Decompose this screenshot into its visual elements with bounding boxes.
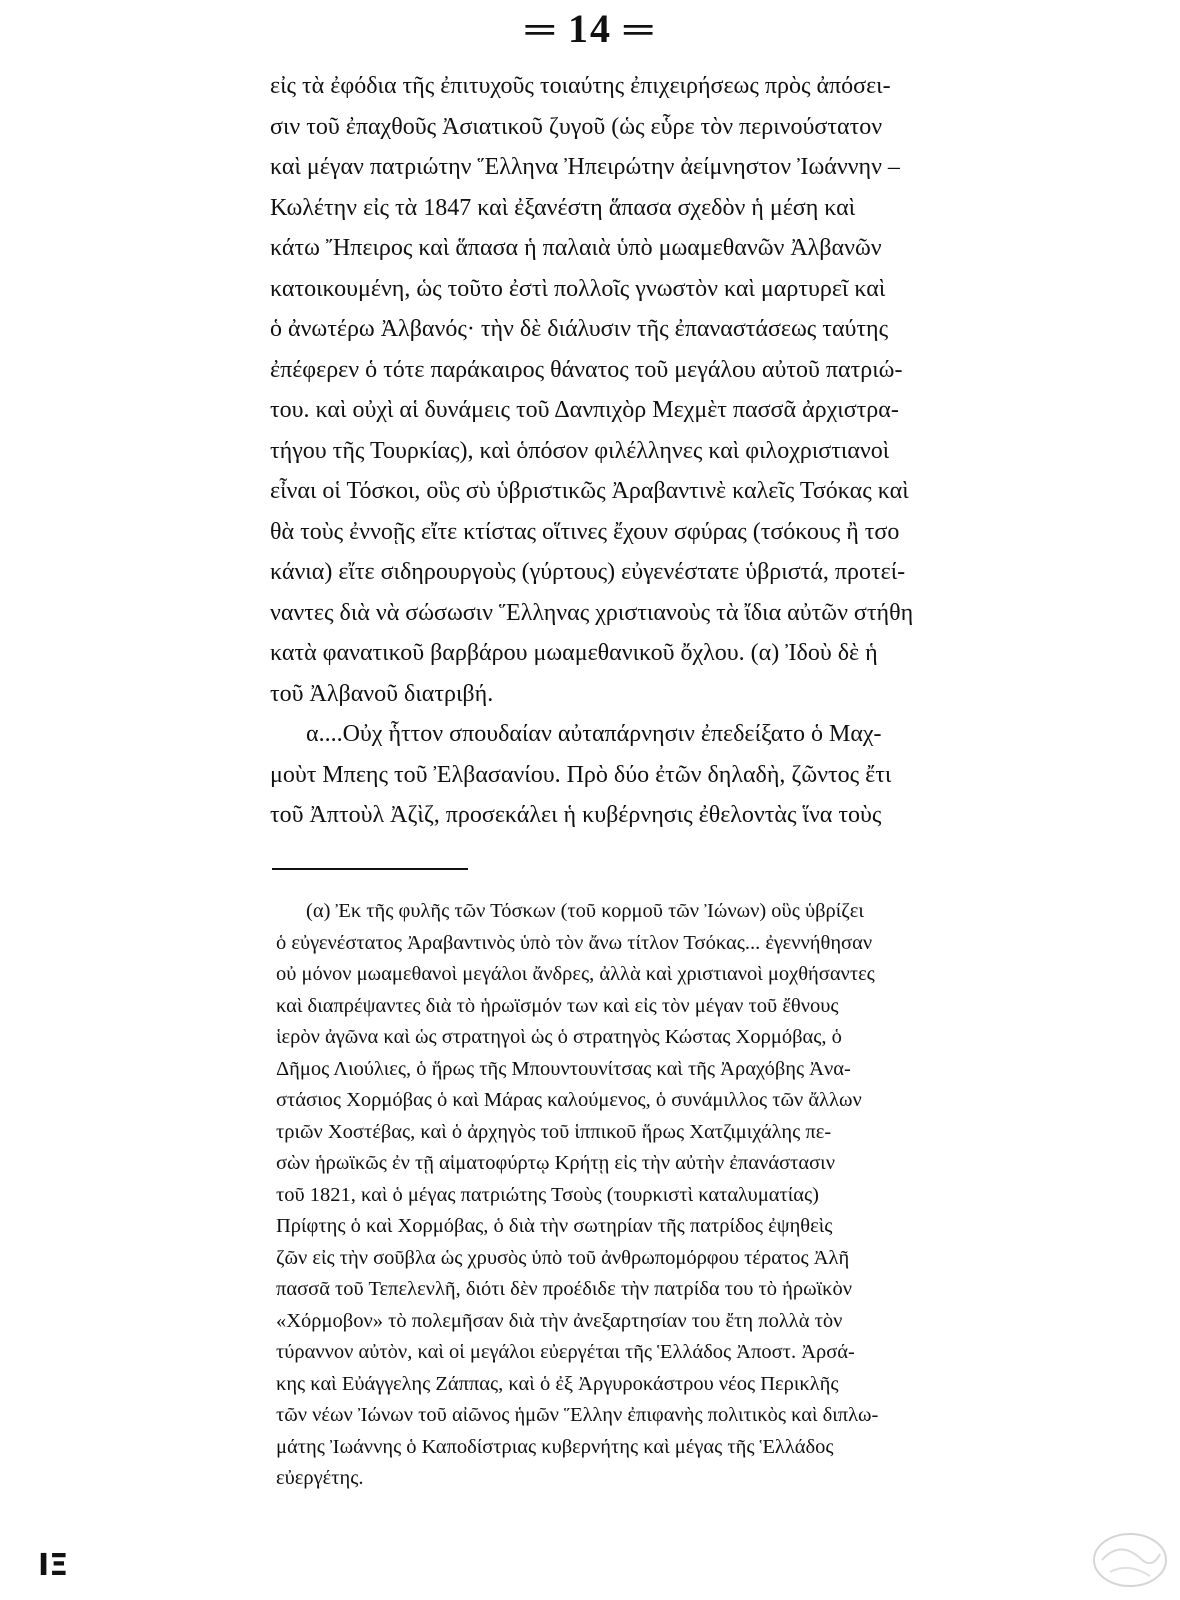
text-line: κάνια) εἴτε σιδηρουργοὺς (γύρτους) εὐγενέστατε ὑβριστά, προτεί- [270, 559, 906, 585]
text-line: σιν τοῦ ἐπαχθοῦς Ἀσιατικοῦ ζυγοῦ (ὡς εὗρε τὸν περινούστατον [270, 113, 883, 140]
text-line: εἰς τὰ ἐφόδια τῆς ἐπιτυχοῦς τοιαύτης ἐπιχειρήσεως πρὸς ἀπόσει- [270, 73, 891, 99]
footnote-line: Δῆμος Λιούλιες, ὁ ἥρως τῆς Μπουντουνίτσας καὶ τῆς Ἀραχόβης Ἀνα- [276, 1057, 851, 1080]
page-number: ═ 14 ═ [525, 6, 655, 51]
footnote-line: τοῦ 1821, καὶ ὁ μέγας πατριώτης Τσοὺς (τουρκιστὶ καταλυματίας) [276, 1183, 819, 1206]
text-line: ἐπέφερεν ὁ τότε παράκαιρος θάνατος τοῦ μεγάλου αὐτοῦ πατριώ- [270, 356, 903, 383]
text-line: κάτω Ἤπειρος καὶ ἅπασα ἡ παλαιὰ ὑπὸ μωαμεθανῶν Ἀλβανῶν [270, 235, 882, 261]
footnote-line: οὐ μόνον μωαμεθανοὶ μεγάλοι ἄνδρες, ἀλλὰ καὶ χριστιανοὶ μοχθήσαντες [276, 963, 875, 985]
footnote-line: τριῶν Χοστέβας, καὶ ὁ ἀρχηγὸς τοῦ ἱππικοῦ ἥρως Χατζιμιχάλης πε- [276, 1120, 832, 1143]
text-line: κατὰ φανατικοῦ βαρβάρου μωαμεθανικοῦ ὄχλου. (α) Ἰδοὺ δὲ ἡ [270, 640, 878, 666]
text-line: μοὺτ Μπεης τοῦ Ἐλβασανίου. Πρὸ δύο ἐτῶν δηλαδὴ, ζῶντος ἔτι [270, 761, 892, 788]
text-line: καὶ μέγαν πατριώτην Ἕλληνα Ἠπειρώτην ἀείμνηστον Ἰωάννην – [270, 154, 900, 180]
text-line: εἶναι οἱ Τόσκοι, οὓς σὺ ὑβριστικῶς Ἀραβαντινὲ καλεῖς Τσόκας καὶ [270, 478, 909, 504]
footnote-divider [272, 868, 468, 870]
text-line: τοῦ Ἀπτοὺλ Ἀζὶζ, προσεκάλει ἡ κυβέρνησις ἐθελοντὰς ἵνα τοὺς [270, 802, 882, 828]
text-line: τοῦ Ἀλβανοῦ διατριβή. [270, 680, 494, 707]
footnote-line: (α) Ἐκ τῆς φυλῆς τῶν Τόσκων (τοῦ κορμοῦ τῶν Ἰώνων) οὓς ὑβρίζει [306, 900, 864, 922]
text-line: Κωλέτην εἰς τὰ 1847 καὶ ἐξανέστη ἅπασα σχεδὸν ἡ μέση καὶ [270, 194, 856, 221]
text-line: ὁ ἀνωτέρω Ἀλβανός· τὴν δὲ διάλυσιν τῆς ἐπαναστάσεως ταύτης [270, 316, 889, 342]
footnote-line: κης καὶ Εὐάγγελης Ζάππας, καὶ ὁ ἐξ Ἀργυροκάστρου νέος Περικλῆς [276, 1372, 839, 1395]
footnote-line: «Χόρμοβον» τὸ πολεμῆσαν διὰ τὴν ἀνεξαρτησίαν του ἔτη πολλὰ τὸν [276, 1309, 843, 1332]
footnote-line: στάσιος Χορμόβας ὁ καὶ Μάρας καλούμενος, ὁ συνάμιλλος τῶν ἄλλων [276, 1089, 862, 1111]
library-stamp-icon [1080, 1520, 1170, 1590]
footnote-line: μάτης Ἰωάννης ὁ Καποδίστριας κυβερνήτης καὶ μέγας τῆς Ἑλλάδος [276, 1435, 834, 1458]
footnote [276, 896, 1136, 1495]
text-line: τήγου τῆς Τουρκίας), καὶ ὁπόσον φιλέλληνες καὶ φιλοχριστιανοὶ [270, 437, 890, 464]
footnote-line: ὁ εὐγενέστατος Ἀραβαντινὸς ὑπὸ τὸν ἄνω τίτλον Τσόκας... ἐγεννήθησαν [276, 931, 873, 954]
text-line: του. καὶ οὐχὶ αἱ δυνάμεις τοῦ Δανπιχὸρ Μεχμὲτ πασσᾶ ἀρχιστρα- [270, 397, 899, 423]
text-line: ναντες διὰ νὰ σώσωσιν Ἕλληνας χριστιανοὺς τὰ ἴδια αὐτῶν στήθη [270, 599, 914, 626]
text-line: θὰ τοὺς ἐννοῇς εἴτε κτίστας οἵτινες ἔχουν σφύρας (τσόκους ἢ τσο [270, 518, 900, 545]
corner-mark: ΙΞ [38, 1548, 69, 1583]
footnote-line: ἱερὸν ἀγῶνα καὶ ὡς στρατηγοὶ ὡς ὁ στρατηγὸς Κώστας Χορμόβας, ὁ [276, 1026, 842, 1048]
footnote-line: καὶ διαπρέψαντες διὰ τὸ ἡρωϊσμόν των καὶ εἰς τὸν μέγαν τοῦ ἔθνους [276, 994, 839, 1017]
footnote-line: τύραννον αὐτὸν, καὶ οἱ μεγάλοι εὐεργέται τῆς Ἑλλάδος Ἀποστ. Ἀρσά- [276, 1341, 855, 1363]
footnote-line: πασσᾶ τοῦ Τεπελενλῆ, διότι δὲν προέδιδε τὴν πατρίδα του τὸ ἡρωϊκὸν [276, 1278, 852, 1300]
text-line: κατοικουμένη, ὡς τοῦτο ἐστὶ πολλοῖς γνωστὸν καὶ μαρτυρεῖ καὶ [270, 275, 886, 302]
footnote-line: ζῶν εἰς τὴν σοῦβλα ὡς χρυσὸς ὑπὸ τοῦ ἀνθρωπομόρφου τέρατος Ἀλῆ [276, 1246, 850, 1269]
footnote-line: Πρίφτης ὁ καὶ Χορμόβας, ὁ διὰ τὴν σωτηρίαν τῆς πατρίδος ἐψηθεὶς [276, 1215, 833, 1237]
footnote-line: σὼν ἡρωϊκῶς ἐν τῇ αἱματοφύρτῳ Κρήτῃ εἰς τὴν αὐτὴν ἐπανάστασιν [276, 1152, 835, 1174]
footnote-line: τῶν νέων Ἰώνων τοῦ αἰῶνος ἡμῶν Ἕλλην ἐπιφανὴς πολιτικὸς καὶ διπλω- [276, 1404, 879, 1426]
main-text [270, 66, 1136, 836]
text-line: α....Οὐχ ἧττον σπουδαίαν αὐταπάρνησιν ἐπεδείξατο ὁ Μαχ- [306, 721, 882, 747]
footnote-line: εὐεργέτης. [276, 1467, 364, 1489]
